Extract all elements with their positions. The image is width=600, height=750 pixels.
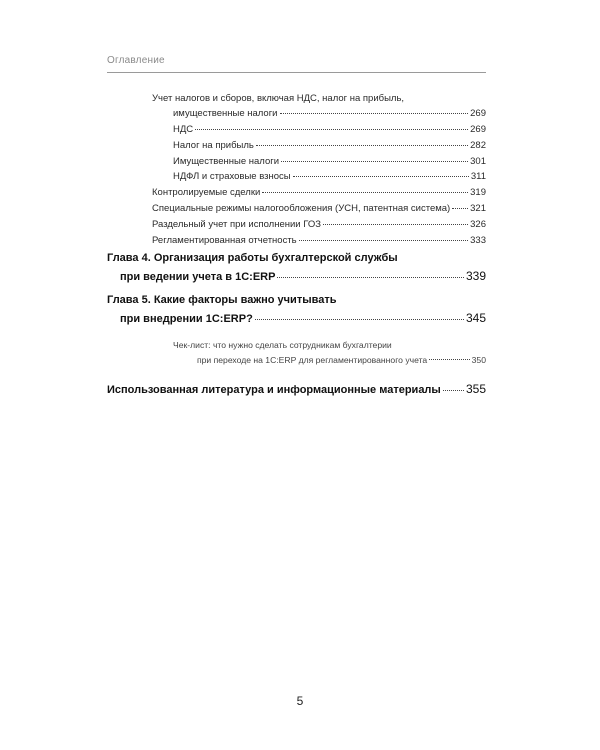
toc-chapter-4[interactable]: [120, 269, 486, 283]
toc-entry-profit-tax[interactable]: [173, 140, 486, 151]
dot-leader: [323, 223, 468, 225]
toc-entry-label: при ведении учета в 1С:ERP: [120, 271, 276, 283]
toc-chapter-5-line1[interactable]: Глава 5. Какие факторы важно учитывать: [107, 294, 337, 306]
dot-leader: [293, 175, 469, 177]
toc-page-number: 333: [470, 235, 486, 246]
toc-page-number: 326: [470, 219, 486, 230]
toc-entry-goz-accounting[interactable]: [152, 219, 486, 230]
toc-page-number: 282: [470, 140, 486, 151]
toc-entry-vat[interactable]: [173, 124, 486, 135]
toc-entry-controlled-deals[interactable]: [152, 187, 486, 198]
dot-leader: [280, 112, 469, 114]
dot-leader: [256, 144, 468, 146]
dot-leader: [443, 389, 464, 391]
toc-literature[interactable]: [107, 382, 486, 396]
toc-checklist[interactable]: [197, 355, 486, 365]
toc-chapter-4-line1[interactable]: Глава 4. Организация работы бухгалтерской службы: [107, 252, 398, 264]
toc-entry-label: Использованная литература и информационные материалы: [107, 384, 441, 396]
toc-entry-label: Раздельный учет при исполнении ГОЗ: [152, 219, 321, 230]
dot-leader: [299, 239, 469, 241]
toc-entry-regulated-reporting[interactable]: [152, 235, 486, 246]
dot-leader: [195, 128, 468, 130]
toc-entry-label: при переходе на 1С:ERP для регламентированного учета: [197, 355, 428, 365]
toc-entry-label: Специальные режимы налогообложения (УСН, патентная система): [152, 203, 451, 214]
toc-entry-label: НДС: [173, 124, 194, 135]
toc-entry-label: Имущественные налоги: [173, 156, 280, 167]
toc-page-number: 319: [470, 187, 486, 198]
page-number: 5: [296, 694, 304, 708]
toc-page-number: 350: [471, 355, 486, 365]
toc-entry-label: Регламентированная отчетность: [152, 235, 297, 246]
toc-page-number: 269: [470, 124, 486, 135]
toc-entry-ndfl[interactable]: [173, 171, 486, 182]
toc-entry-label: имущественные налоги: [173, 108, 278, 119]
toc-entry-property-taxes[interactable]: [173, 156, 486, 167]
dot-leader: [281, 160, 468, 162]
toc-checklist-line1[interactable]: Чек-лист: что нужно сделать сотрудникам бухгалтерии: [173, 340, 392, 350]
toc-entry-label: Налог на прибыль: [173, 140, 254, 151]
header-divider: [107, 72, 486, 73]
toc-page-number: 321: [470, 203, 486, 214]
toc-page-number: 269: [470, 108, 486, 119]
dot-leader: [255, 318, 464, 320]
dot-leader: [262, 191, 468, 193]
toc-entry-taxes[interactable]: [173, 108, 486, 119]
toc-page-number: 345: [465, 311, 486, 325]
dot-leader: [429, 358, 469, 360]
toc-entry-special-regimes[interactable]: [152, 203, 486, 214]
dot-leader: [452, 207, 468, 209]
toc-entry-taxes-line1[interactable]: Учет налогов и сборов, включая НДС, налог на прибыль,: [152, 93, 405, 104]
toc-page-number: 301: [470, 156, 486, 167]
toc-entry-label: НДФЛ и страховые взносы: [173, 171, 291, 182]
toc-page-number: 311: [470, 171, 486, 182]
dot-leader: [277, 276, 464, 278]
running-header: Оглавление: [107, 55, 165, 66]
toc-entry-label: при внедрении 1С:ERP?: [120, 313, 253, 325]
toc-page-number: 355: [465, 382, 486, 396]
toc-entry-label: Контролируемые сделки: [152, 187, 261, 198]
toc-page-number: 339: [465, 269, 486, 283]
toc-chapter-5[interactable]: [120, 311, 486, 325]
